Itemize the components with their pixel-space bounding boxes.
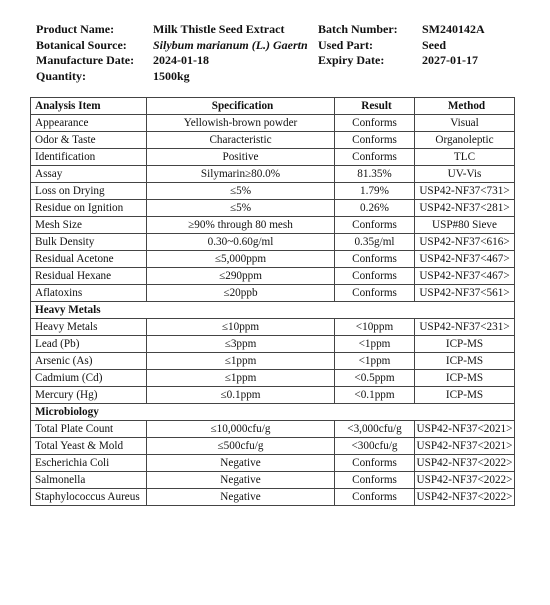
table-row <box>31 132 515 149</box>
analysis-item-cell: Total Yeast & Mold <box>31 438 147 455</box>
table-row <box>31 115 515 132</box>
column-header: Analysis Item <box>31 98 147 115</box>
specification-cell: ≤20ppb <box>147 285 335 302</box>
method-cell: TLC <box>415 149 515 166</box>
analysis-item-cell: Appearance <box>31 115 147 132</box>
batch-number-label: Batch Number: <box>318 22 398 36</box>
specification-cell: ≥90% through 80 mesh <box>147 217 335 234</box>
result-cell: <300cfu/g <box>335 438 415 455</box>
quantity-value: 1500kg <box>153 68 190 83</box>
result-cell: 0.26% <box>335 200 415 217</box>
header-row <box>36 22 536 38</box>
method-cell: USP42-NF37<2022> <box>415 472 515 489</box>
analysis-item-cell: Salmonella <box>31 472 147 489</box>
table-row <box>31 489 515 506</box>
method-cell: Visual <box>415 115 515 132</box>
specification-cell: ≤500cfu/g <box>147 438 335 455</box>
method-cell: USP42-NF37<2022> <box>415 489 515 506</box>
table-header-row <box>31 98 515 115</box>
result-cell: Conforms <box>335 132 415 149</box>
quantity-label: Quantity: <box>36 68 87 83</box>
specification-cell: Positive <box>147 149 335 166</box>
specification-cell: Silymarin≥80.0% <box>147 166 335 183</box>
botanical-source-label: Botanical Source: <box>36 37 127 52</box>
table-row <box>31 285 515 302</box>
table-row <box>31 319 515 336</box>
method-cell: Organoleptic <box>415 132 515 149</box>
result-cell: Conforms <box>335 268 415 285</box>
specification-cell: ≤3ppm <box>147 336 335 353</box>
method-cell: ICP-MS <box>415 370 515 387</box>
botanical-source-value: Silybum marianum (L.) Gaertn <box>153 37 308 52</box>
specification-cell: Negative <box>147 489 335 506</box>
analysis-item-cell: Residual Acetone <box>31 251 147 268</box>
manufacture-date-value: 2024-01-18 <box>153 53 209 68</box>
expiry-date-label: Expiry Date: <box>318 53 385 68</box>
section-row <box>31 302 515 319</box>
analysis-item-cell: Mercury (Hg) <box>31 387 147 404</box>
table-row <box>31 421 515 438</box>
used-part-value: Seed <box>422 37 446 52</box>
result-cell: <1ppm <box>335 353 415 370</box>
analysis-item-cell: Odor & Taste <box>31 132 147 149</box>
result-cell: 81.35% <box>335 166 415 183</box>
analysis-item-cell: Arsenic (As) <box>31 353 147 370</box>
table-body <box>31 115 515 506</box>
analysis-item-cell: Cadmium (Cd) <box>31 370 147 387</box>
section-title: Heavy Metals <box>31 302 515 319</box>
table-row <box>31 183 515 200</box>
analysis-item-cell: Residual Hexane <box>31 268 147 285</box>
method-cell: USP42-NF37<616> <box>415 234 515 251</box>
manufacture-date-label: Manufacture Date: <box>36 53 135 68</box>
method-cell: USP42-NF37<2022> <box>415 455 515 472</box>
specification-cell: Negative <box>147 472 335 489</box>
result-cell: Conforms <box>335 115 415 132</box>
expiry-date-value: 2027-01-17 <box>422 53 478 68</box>
table-row <box>31 472 515 489</box>
method-cell: USP42-NF37<2021> <box>415 438 515 455</box>
analysis-item-cell: Aflatoxins <box>31 285 147 302</box>
specification-cell: ≤5,000ppm <box>147 251 335 268</box>
result-cell: Conforms <box>335 217 415 234</box>
product-name-value: Milk Thistle Seed Extract <box>153 22 285 36</box>
result-cell: Conforms <box>335 285 415 302</box>
result-cell: 0.35g/ml <box>335 234 415 251</box>
analysis-item-cell: Identification <box>31 149 147 166</box>
used-part-label: Used Part: <box>318 37 373 52</box>
analysis-item-cell: Lead (Pb) <box>31 336 147 353</box>
table-row <box>31 268 515 285</box>
specification-cell: ≤5% <box>147 183 335 200</box>
specification-cell: ≤290ppm <box>147 268 335 285</box>
analysis-item-cell: Escherichia Coli <box>31 455 147 472</box>
table-row <box>31 149 515 166</box>
table-row <box>31 438 515 455</box>
specification-cell: ≤10,000cfu/g <box>147 421 335 438</box>
method-cell: USP42-NF37<2021> <box>415 421 515 438</box>
method-cell: USP42-NF37<231> <box>415 319 515 336</box>
method-cell: UV-Vis <box>415 166 515 183</box>
column-header: Result <box>335 98 415 115</box>
method-cell: ICP-MS <box>415 353 515 370</box>
batch-number-value: SM240142A <box>422 22 485 36</box>
analysis-item-cell: Heavy Metals <box>31 319 147 336</box>
result-cell: Conforms <box>335 472 415 489</box>
specification-cell: Negative <box>147 455 335 472</box>
product-name-label: Product Name: <box>36 22 115 36</box>
analysis-item-cell: Staphylococcus Aureus <box>31 489 147 506</box>
column-header: Specification <box>147 98 335 115</box>
specification-cell: ≤10ppm <box>147 319 335 336</box>
method-cell: USP#80 Sieve <box>415 217 515 234</box>
method-cell: USP42-NF37<467> <box>415 268 515 285</box>
table-row <box>31 200 515 217</box>
table-row <box>31 336 515 353</box>
specification-cell: 0.30~0.60g/ml <box>147 234 335 251</box>
result-cell: Conforms <box>335 149 415 166</box>
result-cell: 1.79% <box>335 183 415 200</box>
column-header: Method <box>415 98 515 115</box>
method-cell: USP42-NF37<281> <box>415 200 515 217</box>
analysis-item-cell: Assay <box>31 166 147 183</box>
analysis-table <box>30 97 515 506</box>
specification-cell: ≤1ppm <box>147 370 335 387</box>
method-cell: USP42-NF37<561> <box>415 285 515 302</box>
method-cell: ICP-MS <box>415 387 515 404</box>
analysis-item-cell: Bulk Density <box>31 234 147 251</box>
table-row <box>31 251 515 268</box>
table-row <box>31 217 515 234</box>
result-cell: Conforms <box>335 489 415 506</box>
table-row <box>31 370 515 387</box>
specification-cell: ≤1ppm <box>147 353 335 370</box>
analysis-item-cell: Residue on Ignition <box>31 200 147 217</box>
table-row <box>31 387 515 404</box>
analysis-item-cell: Loss on Drying <box>31 183 147 200</box>
specification-cell: ≤5% <box>147 200 335 217</box>
analysis-item-cell: Mesh Size <box>31 217 147 234</box>
result-cell: Conforms <box>335 251 415 268</box>
specification-cell: ≤0.1ppm <box>147 387 335 404</box>
table-row <box>31 455 515 472</box>
table-row <box>31 234 515 251</box>
header-row <box>36 38 536 54</box>
method-cell: USP42-NF37<731> <box>415 183 515 200</box>
result-cell: <10ppm <box>335 319 415 336</box>
specification-cell: Characteristic <box>147 132 335 149</box>
section-row <box>31 404 515 421</box>
result-cell: <3,000cfu/g <box>335 421 415 438</box>
header-row <box>36 69 536 85</box>
result-cell: <1ppm <box>335 336 415 353</box>
specification-cell: Yellowish-brown powder <box>147 115 335 132</box>
method-cell: ICP-MS <box>415 336 515 353</box>
table-row <box>31 166 515 183</box>
result-cell: Conforms <box>335 455 415 472</box>
result-cell: <0.1ppm <box>335 387 415 404</box>
table-row <box>31 353 515 370</box>
method-cell: USP42-NF37<467> <box>415 251 515 268</box>
analysis-item-cell: Total Plate Count <box>31 421 147 438</box>
section-title: Microbiology <box>31 404 515 421</box>
header-row <box>36 53 536 69</box>
result-cell: <0.5ppm <box>335 370 415 387</box>
document-header <box>36 22 536 84</box>
